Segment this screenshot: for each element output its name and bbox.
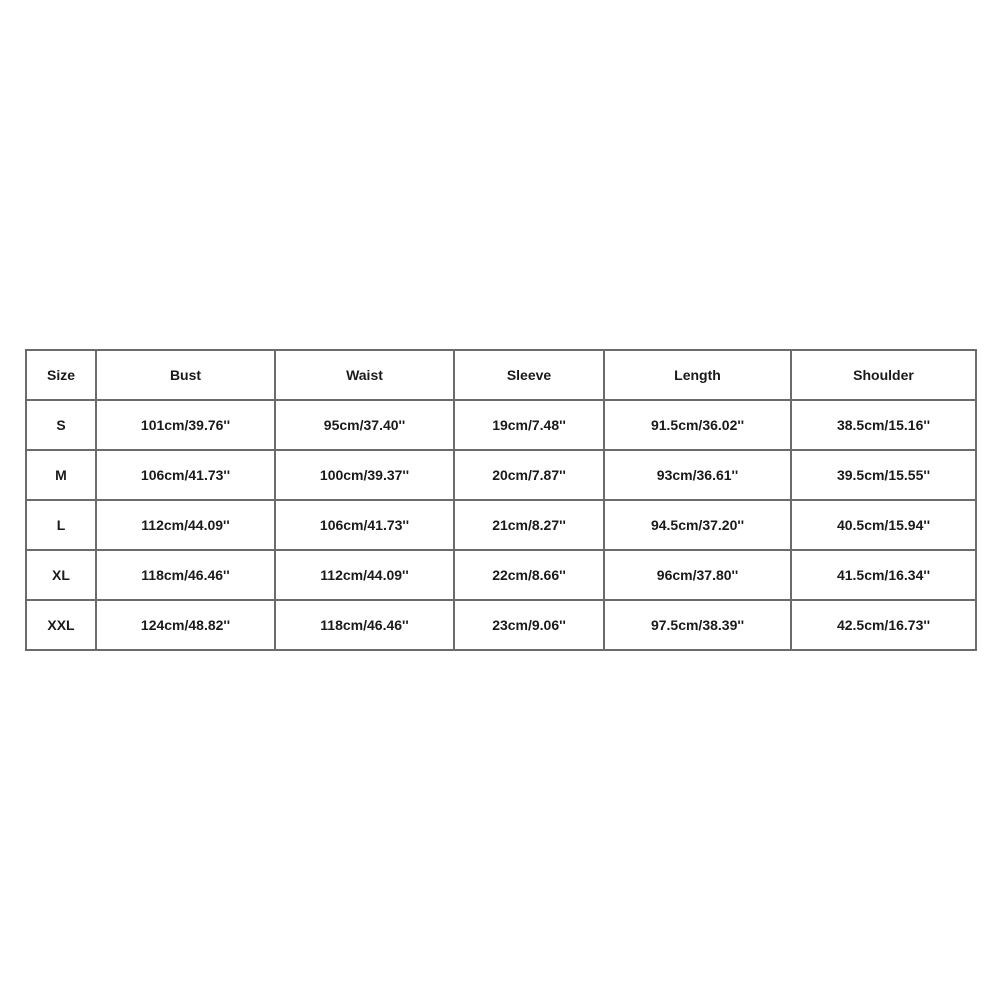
cell-length: 94.5cm/37.20'' — [604, 500, 791, 550]
cell-waist: 112cm/44.09'' — [275, 550, 454, 600]
table-row — [26, 600, 976, 650]
header-length: Length — [604, 350, 791, 400]
header-waist: Waist — [275, 350, 454, 400]
cell-shoulder: 39.5cm/15.55'' — [791, 450, 976, 500]
size-chart-table — [25, 349, 977, 651]
cell-bust: 118cm/46.46'' — [96, 550, 275, 600]
cell-length: 93cm/36.61'' — [604, 450, 791, 500]
cell-sleeve: 23cm/9.06'' — [454, 600, 604, 650]
cell-waist: 118cm/46.46'' — [275, 600, 454, 650]
cell-size: S — [26, 400, 96, 450]
cell-bust: 124cm/48.82'' — [96, 600, 275, 650]
table-row — [26, 550, 976, 600]
cell-length: 96cm/37.80'' — [604, 550, 791, 600]
cell-size: XL — [26, 550, 96, 600]
cell-length: 97.5cm/38.39'' — [604, 600, 791, 650]
header-size: Size — [26, 350, 96, 400]
table-header-row — [26, 350, 976, 400]
cell-length: 91.5cm/36.02'' — [604, 400, 791, 450]
header-bust: Bust — [96, 350, 275, 400]
table-row — [26, 500, 976, 550]
cell-size: L — [26, 500, 96, 550]
cell-size: M — [26, 450, 96, 500]
cell-waist: 106cm/41.73'' — [275, 500, 454, 550]
cell-shoulder: 42.5cm/16.73'' — [791, 600, 976, 650]
cell-sleeve: 20cm/7.87'' — [454, 450, 604, 500]
cell-bust: 112cm/44.09'' — [96, 500, 275, 550]
cell-size: XXL — [26, 600, 96, 650]
cell-sleeve: 21cm/8.27'' — [454, 500, 604, 550]
table-row — [26, 450, 976, 500]
cell-shoulder: 40.5cm/15.94'' — [791, 500, 976, 550]
cell-sleeve: 22cm/8.66'' — [454, 550, 604, 600]
header-shoulder: Shoulder — [791, 350, 976, 400]
cell-shoulder: 41.5cm/16.34'' — [791, 550, 976, 600]
header-sleeve: Sleeve — [454, 350, 604, 400]
cell-waist: 100cm/39.37'' — [275, 450, 454, 500]
cell-bust: 101cm/39.76'' — [96, 400, 275, 450]
cell-sleeve: 19cm/7.48'' — [454, 400, 604, 450]
table-row — [26, 400, 976, 450]
cell-shoulder: 38.5cm/15.16'' — [791, 400, 976, 450]
cell-waist: 95cm/37.40'' — [275, 400, 454, 450]
cell-bust: 106cm/41.73'' — [96, 450, 275, 500]
